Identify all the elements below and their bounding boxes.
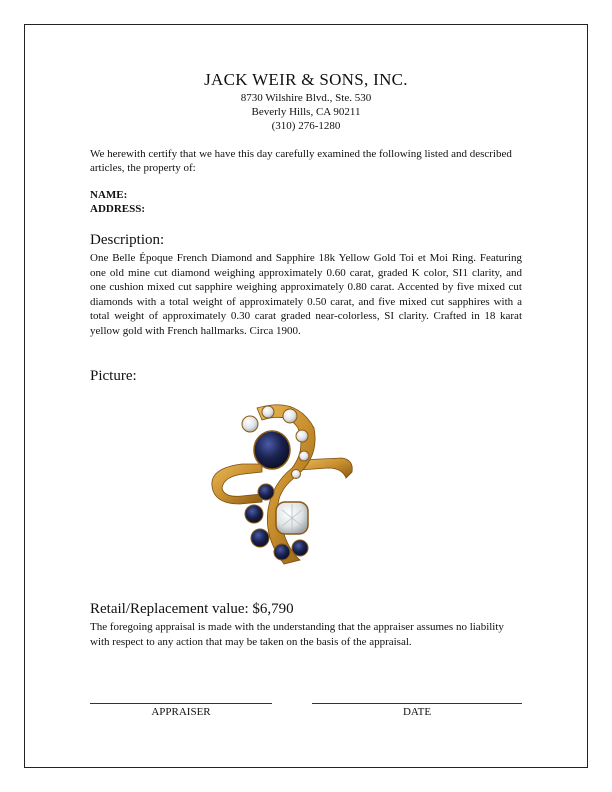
name-label: NAME: — [90, 189, 128, 201]
company-address-line2: Beverly Hills, CA 90211 — [251, 106, 361, 118]
page-border — [24, 24, 588, 768]
certification-text: We herewith certify that we have this day carefully examined the following listed and described articles, the property of: — [90, 148, 512, 174]
replacement-value: Retail/Replacement value: $6,790 — [90, 601, 294, 617]
date-label: DATE — [402, 706, 432, 718]
address-label: ADDRESS: — [90, 203, 146, 215]
appraiser-signature-line — [90, 703, 272, 704]
ring-photo — [202, 398, 362, 568]
date-signature-line — [312, 703, 522, 704]
company-name: JACK WEIR & SONS, INC. — [204, 70, 408, 89]
description-text: One Belle Époque French Diamond and Sapphire 18k Yellow Gold Toi et Moi Ring. Featuring one old mine cut diamond weighing approximately 0.60 carat, graded K color, SI1 clarity, and one cushion mixed cut sapphire weighing approximately 0.80 carat. Accented by five mixed cut diamonds with a total weight of approximately 0.50 carat, and five mixed cut sapphires with a total weight of approximately 0.30 carat graded near-colorless, SI clarity. Crafted in 18 karat yellow gold with French hallmarks. Circa 1900. — [90, 252, 522, 337]
picture-heading: Picture: — [90, 368, 137, 384]
company-address-line1: 8730 Wilshire Blvd., Ste. 530 — [240, 92, 372, 104]
company-phone: (310) 276-1280 — [271, 120, 341, 132]
description-heading: Description: — [90, 232, 165, 248]
disclaimer-text: The foregoing appraisal is made with the understanding that the appraiser assumes no liability with respect to any action that may be taken on the basis of the appraisal. — [90, 621, 504, 648]
appraiser-label: APPRAISER — [151, 706, 211, 718]
